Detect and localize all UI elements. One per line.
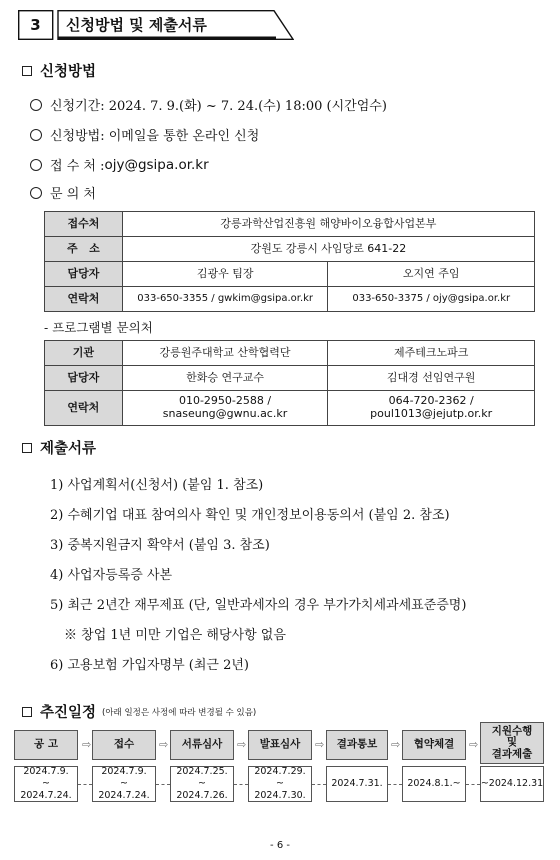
- list-item: 3) 중복지원금지 확약서 (붙임 3. 참조): [50, 538, 270, 553]
- schedule-date-line: 2024.8.1.~: [407, 778, 461, 790]
- schedule-date: [248, 766, 312, 802]
- apply-email-address: ojy@gsipa.or.kr: [104, 156, 209, 173]
- square-bullet-icon: [22, 66, 32, 76]
- list-item: 1) 사업계획서(신청서) (붙임 1. 참조): [50, 478, 264, 493]
- apply-method: [30, 125, 259, 144]
- table-row: [45, 212, 535, 237]
- section-header: [18, 10, 294, 40]
- schedule-step: 협약체결: [402, 730, 466, 760]
- schedule-step: 결과통보: [326, 730, 388, 760]
- table-cell: 033-650-3355 / gwkim@gsipa.or.kr: [122, 287, 328, 312]
- table-header-cell: 담당자: [45, 366, 123, 391]
- apply-email-label: 접 수 처 :: [50, 159, 105, 174]
- phone-text: 010-2950-2588 /: [178, 394, 272, 408]
- dotted-connector: [388, 784, 402, 785]
- list-item: 6) 고용보험 가입자명부 (최근 2년): [50, 658, 249, 673]
- arrow-right-icon: ⇨: [391, 738, 401, 751]
- program-contact-table: [44, 340, 535, 426]
- table-header-cell: 연락처: [45, 391, 123, 426]
- schedule-date-line: 2024.7.9.: [23, 766, 69, 778]
- table-row: [45, 237, 535, 262]
- email-text: snaseung@gwnu.ac.kr: [162, 407, 288, 420]
- schedule-date-line: 2024.7.31.: [331, 778, 383, 790]
- schedule-step: 공 고: [14, 730, 78, 760]
- schedule-date: [170, 766, 234, 802]
- schedule-date-line: 2024.7.25.: [176, 766, 228, 778]
- schedule-step: 서류심사: [170, 730, 234, 760]
- table-row: [45, 341, 535, 366]
- apply-contact-label: 문 의 처: [50, 187, 96, 202]
- table-cell: [328, 391, 535, 426]
- table-header-cell: 주 소: [45, 237, 123, 262]
- apply-contact: [30, 183, 96, 202]
- docs-heading: [22, 437, 96, 458]
- schedule-date-line: ~ 2024.7.30.: [254, 778, 306, 801]
- schedule-date-line: ~2024.12.31: [480, 778, 544, 790]
- apply-heading: [22, 60, 96, 81]
- docs-note: ※ 창업 1년 미만 기업은 해당사항 없음: [64, 628, 286, 643]
- table-cell: 강원도 강릉시 사임당로 641-22: [122, 237, 534, 262]
- apply-period: [30, 95, 387, 114]
- table-header-cell: 접수처: [45, 212, 123, 237]
- apply-heading-text: 신청방법: [40, 64, 97, 80]
- circle-bullet-icon: [30, 159, 42, 171]
- apply-period-text: 신청기간: 2024. 7. 9.(화) ~ 7. 24.(수) 18:00 (시간엄수): [50, 99, 387, 114]
- schedule-step-line: 및: [506, 736, 518, 749]
- schedule-date-line: 2024.7.9.: [101, 766, 147, 778]
- table-header-cell: 기관: [45, 341, 123, 366]
- page-number: - 6 -: [270, 840, 290, 851]
- table-row: [45, 262, 535, 287]
- circle-bullet-icon: [30, 187, 42, 199]
- schedule-date: [92, 766, 156, 802]
- table-cell: 강릉원주대학교 산학협력단: [122, 341, 328, 366]
- apply-email: [30, 155, 209, 174]
- schedule-date-line: ~ 2024.7.24.: [20, 778, 72, 801]
- dotted-connector: [466, 784, 480, 785]
- email-text: poul1013@jejutp.or.kr: [370, 407, 493, 420]
- table-cell: 한화승 연구교수: [122, 366, 328, 391]
- circle-bullet-icon: [30, 129, 42, 141]
- apply-method-text: 신청방법: 이메일을 통한 온라인 신청: [50, 129, 260, 144]
- table-row: [45, 287, 535, 312]
- table-row: [45, 366, 535, 391]
- schedule-note: (아래 일정은 사정에 따라 변경될 수 있음): [102, 707, 257, 718]
- table-cell: 김대경 선임연구원: [328, 366, 535, 391]
- arrow-right-icon: ⇨: [237, 738, 247, 751]
- schedule-date: [480, 766, 544, 802]
- program-contact-label: - 프로그램별 문의처: [44, 320, 153, 335]
- schedule-step: [480, 722, 544, 764]
- section-number: 3: [30, 16, 41, 34]
- schedule-date: [326, 766, 388, 802]
- table-cell: 033-650-3375 / ojy@gsipa.or.kr: [328, 287, 535, 312]
- arrow-right-icon: ⇨: [159, 738, 169, 751]
- table-cell: [122, 391, 328, 426]
- docs-heading-text: 제출서류: [40, 441, 97, 457]
- arrow-right-icon: ⇨: [469, 738, 479, 751]
- arrow-right-icon: ⇨: [315, 738, 325, 751]
- schedule-heading: [22, 701, 256, 722]
- dotted-connector: [78, 784, 92, 785]
- table-cell: 김광우 팀장: [122, 262, 328, 287]
- contact-table: [44, 211, 535, 312]
- section-title: 신청방법 및 제출서류: [66, 16, 207, 34]
- schedule-date-line: ~ 2024.7.26.: [176, 778, 228, 801]
- table-header-cell: 담당자: [45, 262, 123, 287]
- list-item: 4) 사업자등록증 사본: [50, 568, 173, 583]
- schedule-date: [402, 766, 466, 802]
- square-bullet-icon: [22, 707, 32, 717]
- list-item: 5) 최근 2년간 재무제표 (단, 일반과세자의 경우 부가가치세과세표준증명): [50, 598, 467, 613]
- schedule-heading-text: 추진일정: [40, 705, 97, 721]
- schedule-step-line: 결과제출: [491, 747, 533, 760]
- list-item: 2) 수혜기업 대표 참여의사 확인 및 개인정보이용동의서 (붙임 2. 참조): [50, 508, 450, 523]
- square-bullet-icon: [22, 443, 32, 453]
- table-row: [45, 391, 535, 426]
- schedule-date-line: ~ 2024.7.24.: [98, 778, 150, 801]
- circle-bullet-icon: [30, 99, 42, 111]
- table-cell: 강릉과학산업진흥원 해양바이오융합사업본부: [122, 212, 534, 237]
- table-cell: 오지연 주임: [328, 262, 535, 287]
- table-header-cell: 연락처: [45, 287, 123, 312]
- schedule-step: 접수: [92, 730, 156, 760]
- dotted-connector: [156, 784, 170, 785]
- table-cell: 제주테크노파크: [328, 341, 535, 366]
- dotted-connector: [312, 784, 326, 785]
- schedule-date: [14, 766, 78, 802]
- dotted-connector: [234, 784, 248, 785]
- phone-text: 064-720-2362 /: [388, 394, 474, 408]
- schedule-step-line: 지원수행: [491, 725, 533, 738]
- schedule-date-line: 2024.7.29.: [254, 766, 306, 778]
- schedule-step: 발표심사: [248, 730, 312, 760]
- arrow-right-icon: ⇨: [82, 738, 92, 751]
